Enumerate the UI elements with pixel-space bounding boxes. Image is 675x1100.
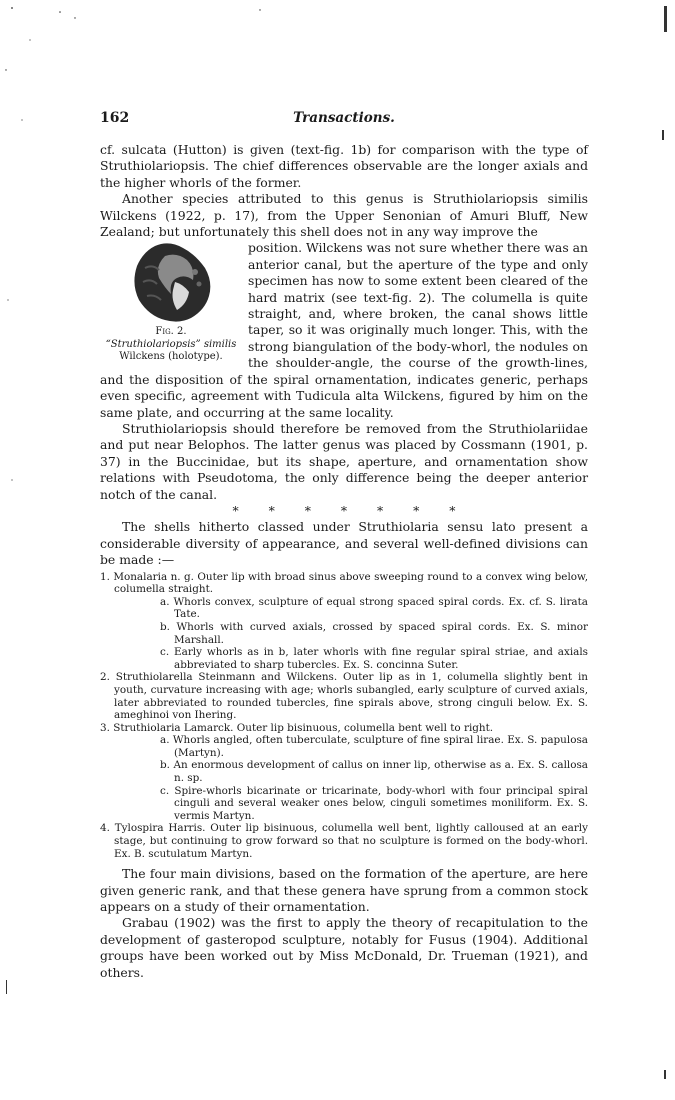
running-title: Transactions. <box>293 110 395 126</box>
figure-caption <box>100 326 242 364</box>
list-item: 3. Struthiolaria Lamarck. Outer lip bisinuous, columella bent well to right. <box>100 721 494 734</box>
classification-list <box>100 571 588 861</box>
list-item: a. Whorls convex, sculpture of equal strong spaced spiral cords. Ex. cf. S. lirata Tate. <box>160 595 588 621</box>
list-item: c. Early whorls as in b, later whorls with fine regular spiral striae, and axials abbreviated to sharp tubercles. Ex. S. concinna Suter. <box>160 646 588 671</box>
paragraph: Struthiolariopsis should therefore be removed from the Struthiolariidae and put near Belophos. The latter genus was placed by Cossmann (1901, p. 37) in the Buccinidae, but its shape, aperture, and ornamentation show relations with Pseudotoma, the only difference being the deeper anterior notch of the canal. <box>100 420 588 502</box>
paragraph: Grabau (1902) was the first to apply the theory of recapitulation to the development of gasteropod sculpture, notably for Fusus (1904). Additional groups have been worked out by Miss McDonald, Dr. Trueman (1921), and others. <box>100 915 588 980</box>
paragraph: The shells hitherto classed under Struthiolaria sensu lato present a considerable diversity of appearance, and several well-defined divisions can be made :— <box>100 519 588 568</box>
figure-caption-line: Wilckens (holotype). <box>119 351 223 363</box>
list-item: 2. Struthiolarella Steinmann and Wilckens. Outer lip as in 1, columella slightly bent in youth, curvature increasing with age; whorls subangled, early sculpture of curved axials, later abbreviated to rounded tubercles, fine spirals above, strong cinguli below. Ex. S. ameghinoi von Ihering. <box>100 671 588 722</box>
paragraph: cf. sulcata (Hutton) is given (text-fig. 1b) for comparison with the type of Struthiolariopsis. The chief differences observable are the longer axials and the higher whorls of the former. <box>100 142 588 190</box>
page-number: 162 <box>100 110 130 126</box>
paragraph: The four main divisions, based on the formation of the aperture, are here given generic rank, and that these genera have sprung from a common stock appears on a study of their ornamentation. <box>100 866 588 915</box>
figure-2 <box>100 238 242 364</box>
section-break: * * * * * * * <box>232 502 456 518</box>
paragraph: Another species attributed to this genus is Struthiolariopsis similis Wilckens (1922, p. 17), from the Upper Senonian of Amuri Bluff, New Zealand; but unfortunately this shell does not in any way improve the <box>100 191 588 240</box>
list-item: c. Spire-whorls bicarinate or tricarinate, body-whorl with four principal spiral cinguli and several weaker ones below, cinguli sometimes moniliform. Ex. S. vermis Martyn. <box>160 784 588 822</box>
list-item: b. Whorls with curved axials, crossed by spaced spiral cords. Ex. S. minor Marshall. <box>160 620 588 646</box>
figure-label: Fig. 2. <box>155 326 187 338</box>
list-item: 4. Tylospira Harris. Outer lip bisinuous, columella well bent, lightly calloused at an early stage, but continuing to grow forward so that no sculpture is formed on the body-whorl. Ex. B. scutulatum Martyn. <box>100 822 588 860</box>
paragraph: position. Wilckens was not sure whether there was an anterior canal, but the aperture of the type and only specimen has now to some extent been cleared of the hard matrix (see text-fig. 2). The columella is quite straight, and, where broken, the canal shows little taper, so it was originally much longer. This, with the strong biangulation of the body-whorl, the nodules on the shoulder-angle, the course of the growth-lines, and the disposition of the spiral ornamentation, indicates generic, perhaps even specific, agreement with Tudicula alta Wilckens, figured by him on the same plate, and occurring at the same locality. <box>100 240 588 420</box>
article-body <box>100 142 588 981</box>
list-item: 1. Monalaria n. g. Outer lip with broad sinus above sweeping round to a convex wing below, columella straight. <box>100 570 588 596</box>
shell-illustration <box>125 238 217 324</box>
list-item: a. Whorls angled, often tuberculate, sculpture of fine spiral lirae. Ex. S. papulosa (Martyn). <box>160 734 588 759</box>
page-header <box>100 110 588 130</box>
figure-caption-line: “Struthiolariopsis” similis <box>105 338 237 350</box>
list-item: b. An enormous development of callus on inner lip, otherwise as a. Ex. S. callosa n. sp. <box>160 759 588 785</box>
